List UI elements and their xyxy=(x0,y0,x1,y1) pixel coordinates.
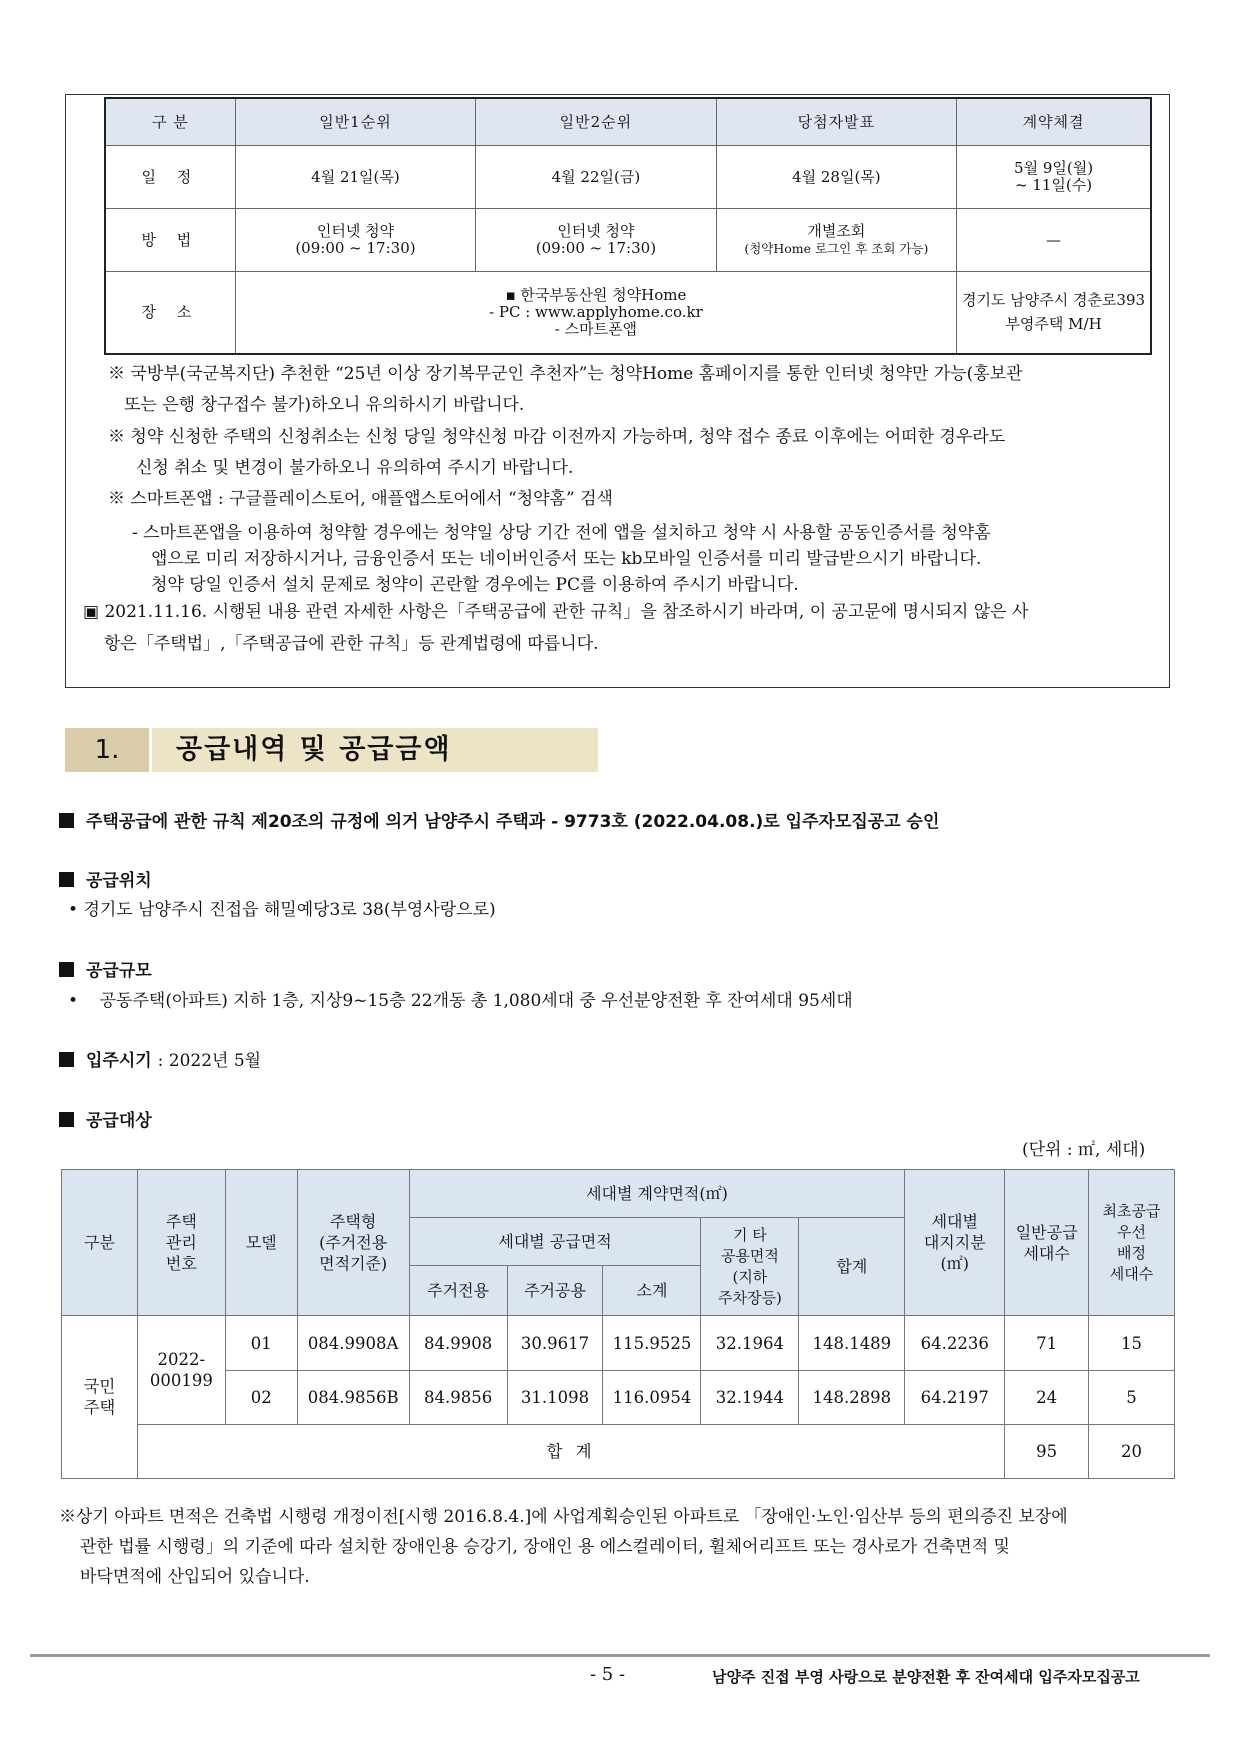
cell-land: 64.2236 xyxy=(905,1316,1005,1370)
h-mgmt-line: 번호 xyxy=(165,1254,197,1274)
place-applyhome: ▪ 한국부동산원 청약Home xyxy=(505,285,687,304)
schedule-header-announcement: 당첨자발표 xyxy=(716,98,956,146)
square-bullet-icon xyxy=(59,1052,74,1067)
cell-total: 148.2898 xyxy=(799,1370,905,1424)
row-label: 방 법 xyxy=(105,209,235,272)
table-row xyxy=(62,1370,1175,1424)
date-contract-end: ~ 11일(수) xyxy=(1014,176,1093,194)
location-text: 경기도 남양주시 진접읍 해밀예당3로 38(부영사랑으로) xyxy=(83,900,496,920)
cell-house: 084.9908A xyxy=(297,1316,409,1370)
cell-general: 24 xyxy=(1005,1370,1089,1424)
h-other-line: 공용면적 xyxy=(720,1246,779,1265)
cell-house: 084.9856B xyxy=(297,1370,409,1424)
method-text: 인터넷 청약 xyxy=(316,222,395,240)
footnote-line: ※상기 아파트 면적은 건축법 시행령 개정이전[시행 2016.8.4.]에 사업계획승인된 아파트로 「장애인·노인·임산부 등의 편의증진 보장에 xyxy=(59,1507,1068,1527)
note-line: - 스마트폰앱을 이용하여 청약할 경우에는 청약일 상당 기간 전에 앱을 설치하고 청약 시 사용할 공동인증서를 청약홈 xyxy=(132,523,991,543)
h-total: 합계 xyxy=(799,1218,905,1316)
schedule-header-contract: 계약체결 xyxy=(957,98,1151,146)
schedule-header-second-rank: 일반2순위 xyxy=(476,98,716,146)
h-land xyxy=(905,1170,1005,1316)
cell-excl: 84.9908 xyxy=(409,1316,507,1370)
supply-table xyxy=(61,1169,1175,1479)
note-line: 항은「주택법」,「주택공급에 관한 규칙」등 관계법령에 따릅니다. xyxy=(104,634,599,654)
method-second-rank xyxy=(476,209,716,272)
note-line: 청약 당일 인증서 설치 문제로 청약이 곤란할 경우에는 PC를 이용하여 주시기 바랍니다. xyxy=(151,575,799,595)
schedule-row-method xyxy=(105,209,1151,272)
cell-other: 32.1944 xyxy=(701,1370,799,1424)
cell-land: 64.2197 xyxy=(905,1370,1005,1424)
method-contract: — xyxy=(957,209,1151,272)
schedule-row-place xyxy=(105,272,1151,354)
schedule-header-row xyxy=(105,98,1151,146)
h-other xyxy=(701,1218,799,1316)
mgmt-cell xyxy=(137,1316,225,1424)
h-general-line: 일반공급 xyxy=(1015,1222,1078,1242)
h-mgmt-line: 주택 xyxy=(165,1212,197,1232)
move-in-heading xyxy=(59,1046,261,1071)
h-mgmt-line: 관리 xyxy=(165,1233,197,1253)
section-number: 1. xyxy=(65,728,149,772)
footnote-line: 관한 법률 시행령」의 기준에 따라 설치한 장애인용 승강기, 장애인 용 에스컬레이터, 휠체어리프트 또는 경사로가 건축면적 및 xyxy=(80,1537,1010,1557)
method-hours: (09:00 ~ 17:30) xyxy=(535,239,657,257)
supply-header-row-1 xyxy=(62,1170,1175,1218)
note-line: 또는 은행 창구접수 불가)하오니 유의하시기 바랍니다. xyxy=(124,395,525,415)
note-line: 앱으로 미리 저장하시거나, 금융인증서 또는 네이버인증서 또는 kb모바일 인증서를 미리 발급받으시기 바랍니다. xyxy=(151,549,982,569)
square-bullet-icon xyxy=(59,872,74,887)
scale-heading xyxy=(59,956,152,981)
sum-priority: 20 xyxy=(1089,1424,1175,1478)
schedule-header-first-rank: 일반1순위 xyxy=(235,98,475,146)
cell-other: 32.1964 xyxy=(701,1316,799,1370)
h-house xyxy=(297,1170,409,1316)
bullet-icon: • xyxy=(68,900,79,920)
h-house-line: (주거전용 xyxy=(319,1233,388,1253)
note-line: ※ 국방부(국군복지단) 추천한 “25년 이상 장기복무군인 추천자”는 청약Home 홈페이지를 통한 인터넷 청약만 가능(홍보관 xyxy=(108,364,1023,384)
location-title: 공급위치 xyxy=(86,871,152,891)
cell-common: 30.9617 xyxy=(507,1316,603,1370)
cell-general: 71 xyxy=(1005,1316,1089,1370)
cell-model: 01 xyxy=(225,1316,297,1370)
sum-row xyxy=(62,1424,1175,1478)
h-contract: 세대별 계약면적(㎡) xyxy=(409,1170,905,1218)
method-note: (청약Home 로그인 후 조회 가능) xyxy=(744,240,929,256)
table-row xyxy=(62,1316,1175,1370)
h-land-line: 세대별 xyxy=(931,1212,978,1232)
schedule-table xyxy=(104,97,1152,355)
location-heading xyxy=(59,866,152,891)
scale-text: 공동주택(아파트) 지하 1층, 지상9~15층 22개동 총 1,080세대 중 우선분양전환 후 잔여세대 95세대 xyxy=(99,991,853,1011)
cell-total: 148.1489 xyxy=(799,1316,905,1370)
h-priority-line: 우선 xyxy=(1117,1222,1147,1241)
sum-label: 합 계 xyxy=(137,1424,1004,1478)
h-common: 주거공용 xyxy=(507,1266,603,1316)
cell-subtotal: 115.9525 xyxy=(603,1316,701,1370)
h-model: 모델 xyxy=(225,1170,297,1316)
method-first-rank xyxy=(235,209,475,272)
h-land-line: 대지지분 xyxy=(923,1233,986,1253)
cell-model: 02 xyxy=(225,1370,297,1424)
method-text: 인터넷 청약 xyxy=(557,222,635,240)
row-label: 일 정 xyxy=(105,146,235,209)
h-mgmt xyxy=(137,1170,225,1316)
place-smartphone: - 스마트폰앱 xyxy=(554,319,638,338)
method-hours: (09:00 ~ 17:30) xyxy=(295,239,416,257)
h-general-line: 세대수 xyxy=(1023,1243,1070,1263)
move-in-value: : 2022년 5월 xyxy=(157,1051,262,1071)
cell-subtotal: 116.0954 xyxy=(603,1370,701,1424)
date-first-rank: 4월 21일(목) xyxy=(235,146,475,209)
place-contract-address: 경기도 남양주시 경춘로393 xyxy=(962,291,1146,310)
h-land-line: (㎡) xyxy=(940,1254,969,1274)
cell-priority: 5 xyxy=(1089,1370,1175,1424)
h-type: 구분 xyxy=(62,1170,138,1316)
note-line: ※ 청약 신청한 주택의 신청취소는 신청 당일 청약신청 마감 이전까지 가능하며, 청약 접수 종료 이후에는 어떠한 경우라도 xyxy=(108,427,1006,447)
scale-item xyxy=(68,986,853,1011)
h-subtotal: 소계 xyxy=(603,1266,701,1316)
h-other-line: 기 타 xyxy=(733,1225,767,1244)
type-cell xyxy=(62,1316,138,1479)
unit-label: (단위 : ㎡, 세대) xyxy=(1022,1140,1146,1160)
place-online xyxy=(235,272,956,354)
h-priority-line: 배정 xyxy=(1117,1243,1147,1262)
h-priority-line: 세대수 xyxy=(1109,1264,1154,1283)
move-in-title: 입주시기 xyxy=(86,1051,152,1071)
target-heading xyxy=(59,1106,152,1131)
h-supply: 세대별 공급면적 xyxy=(409,1218,701,1266)
h-other-line: 주차장등) xyxy=(717,1288,782,1307)
location-item xyxy=(68,895,496,920)
cell-common: 31.1098 xyxy=(507,1370,603,1424)
h-house-line: 면적기준) xyxy=(319,1254,388,1274)
place-pc-url: - PC : www.applyhome.co.kr xyxy=(489,302,703,321)
note-line: 신청 취소 및 변경이 불가하오니 유의하여 주시기 바랍니다. xyxy=(136,458,574,478)
h-house-line: 주택형 xyxy=(329,1212,377,1232)
square-bullet-icon xyxy=(59,813,74,828)
square-bullet-icon xyxy=(59,962,74,977)
scale-title: 공급규모 xyxy=(86,961,152,981)
cell-priority: 15 xyxy=(1089,1316,1175,1370)
bullet-icon: • xyxy=(68,991,79,1011)
h-other-line: (지하 xyxy=(732,1267,768,1286)
schedule-row-dates xyxy=(105,146,1151,209)
footer-divider xyxy=(30,1654,1210,1657)
h-priority-line: 최초공급 xyxy=(1102,1201,1161,1220)
approval-heading xyxy=(59,807,939,832)
type-line: 주택 xyxy=(83,1398,116,1418)
cell-excl: 84.9856 xyxy=(409,1370,507,1424)
place-contract-office: 부영주택 M/H xyxy=(1005,315,1102,334)
note-line: ※ 스마트폰앱 : 구글플레이스토어, 애플앱스토어에서 “청약홈” 검색 xyxy=(108,489,613,509)
sum-general: 95 xyxy=(1005,1424,1089,1478)
row-label: 장 소 xyxy=(105,272,235,354)
square-bullet-icon xyxy=(59,1112,74,1127)
mgmt-line: 000199 xyxy=(149,1371,213,1391)
h-excl: 주거전용 xyxy=(409,1266,507,1316)
method-announcement xyxy=(716,209,956,272)
h-general xyxy=(1005,1170,1089,1316)
date-contract xyxy=(957,146,1151,209)
h-priority xyxy=(1089,1170,1175,1316)
date-contract-start: 5월 9일(월) xyxy=(1014,159,1094,177)
footer-title: 남양주 진접 부영 사랑으로 분양전환 후 잔여세대 입주자모집공고 xyxy=(712,1668,1140,1686)
method-text: 개별조회 xyxy=(807,221,866,240)
approval-text: 주택공급에 관한 규칙 제20조의 규정에 의거 남양주시 주택과 - 9773호 (2022.04.08.)로 입주자모집공고 승인 xyxy=(86,812,940,832)
schedule-header-category: 구 분 xyxy=(105,98,235,146)
date-announcement: 4월 28일(목) xyxy=(716,146,956,209)
mgmt-line: 2022- xyxy=(157,1350,206,1370)
place-contract xyxy=(957,272,1151,354)
section-title: 공급내역 및 공급금액 xyxy=(152,728,598,772)
note-line: ▣ 2021.11.16. 시행된 내용 관련 자세한 사항은「주택공급에 관한 규칙」을 참조하시기 바라며, 이 공고문에 명시되지 않은 사 xyxy=(83,602,1029,622)
date-second-rank: 4월 22일(금) xyxy=(476,146,716,209)
type-line: 국민 xyxy=(83,1377,116,1397)
target-title: 공급대상 xyxy=(86,1111,152,1131)
footnote-line: 바닥면적에 산입되어 있습니다. xyxy=(80,1567,310,1587)
page-number: - 5 - xyxy=(590,1664,626,1685)
